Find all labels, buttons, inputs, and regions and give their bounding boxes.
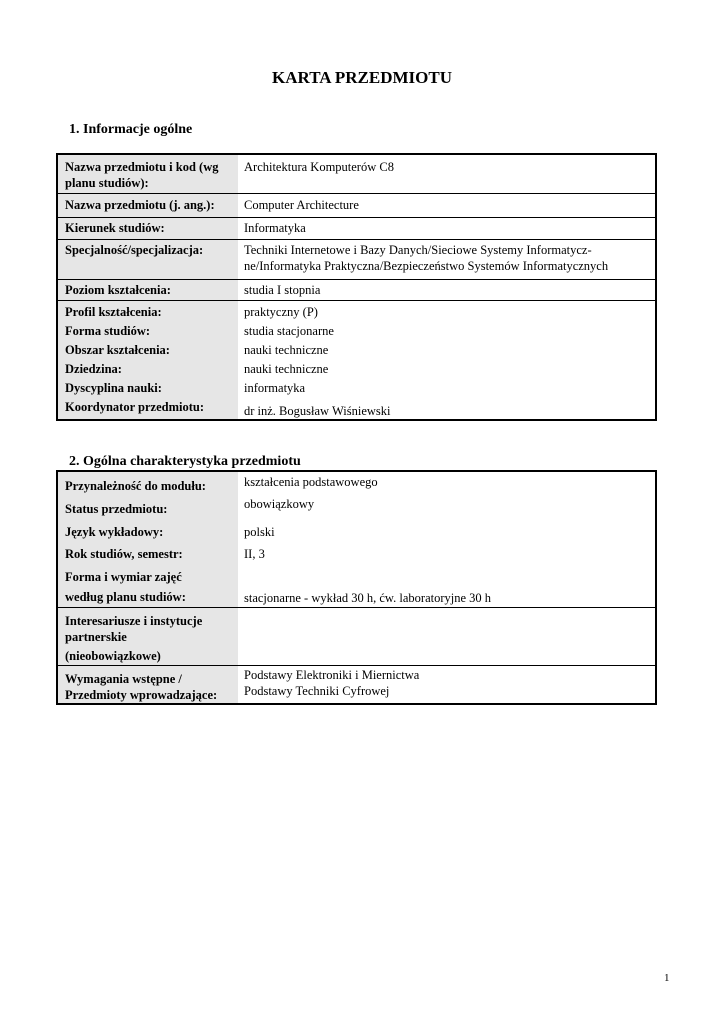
label-course-name-code: Nazwa przedmiotu i kod (wg planu studiów): bbox=[65, 160, 219, 190]
value-prerequisites: Podstawy Elektroniki i Miernictwa Podstawy Techniki Cyfrowej bbox=[244, 668, 420, 698]
label-course-name-en: Nazwa przedmiotu (j. ang.): bbox=[65, 198, 215, 212]
row-divider bbox=[58, 300, 655, 301]
label-discipline: Dyscyplina nauki: bbox=[65, 381, 162, 395]
label-stakeholders: Interesariusze i instytucje partnerskie bbox=[65, 614, 203, 644]
section-2-heading: 2. Ogólna charakterystyka przedmiotu bbox=[69, 454, 301, 469]
label-specialization: Specjalność/specjalizacja: bbox=[65, 243, 204, 257]
label-module: Przynależność do modułu: bbox=[65, 479, 206, 493]
general-info-table bbox=[56, 153, 657, 421]
label-stakeholders-note: (nieobowiązkowe) bbox=[65, 649, 161, 663]
value-level: studia I stopnia bbox=[244, 283, 321, 297]
label-coordinator: Koordynator przedmiotu: bbox=[65, 400, 204, 414]
value-profile: praktyczny (P) bbox=[244, 305, 318, 319]
value-year-semester: II, 3 bbox=[244, 547, 265, 561]
value-language: polski bbox=[244, 525, 275, 539]
value-status: obowiązkowy bbox=[244, 497, 315, 511]
value-discipline: informatyka bbox=[244, 381, 306, 395]
value-field-of-study: Informatyka bbox=[244, 221, 306, 235]
value-course-name-en: Computer Architecture bbox=[244, 198, 359, 212]
label-class-form-line1: Forma i wymiar zajęć bbox=[65, 570, 182, 584]
page-number: 1 bbox=[664, 972, 670, 984]
value-area: nauki techniczne bbox=[244, 343, 329, 357]
label-status: Status przedmiotu: bbox=[65, 502, 168, 516]
value-module: kształcenia podstawowego bbox=[244, 475, 378, 489]
row-divider bbox=[58, 279, 655, 280]
label-study-form: Forma studiów: bbox=[65, 324, 151, 338]
row-divider bbox=[58, 607, 655, 608]
label-class-form-line2: według planu studiów: bbox=[65, 590, 186, 604]
label-area: Obszar kształcenia: bbox=[65, 343, 170, 357]
page-title: KARTA PRZEDMIOTU bbox=[272, 68, 452, 87]
label-profile: Profil kształcenia: bbox=[65, 305, 162, 319]
row-divider bbox=[58, 193, 655, 194]
value-specialization: Techniki Internetowe i Bazy Danych/Sieciowe Systemy Informatycz-ne/Informatyka Praktyczna/Bezpieczeństwo Systemów Informatycznych bbox=[244, 243, 609, 273]
value-class-form: stacjonarne - wykład 30 h, ćw. laboratoryjne 30 h bbox=[244, 591, 492, 605]
label-level: Poziom kształcenia: bbox=[65, 283, 171, 297]
value-study-form: studia stacjonarne bbox=[244, 324, 334, 338]
value-coordinator: dr inż. Bogusław Wiśniewski bbox=[244, 404, 391, 418]
label-prerequisites: Wymagania wstępne / Przedmioty wprowadzające: bbox=[65, 672, 218, 702]
value-course-name-code: Architektura Komputerów C8 bbox=[244, 160, 394, 174]
section-1-heading: 1. Informacje ogólne bbox=[69, 122, 193, 137]
label-field-of-study: Kierunek studiów: bbox=[65, 221, 165, 235]
label-domain: Dziedzina: bbox=[65, 362, 122, 376]
label-language: Język wykładowy: bbox=[65, 525, 164, 539]
value-domain: nauki techniczne bbox=[244, 362, 329, 376]
row-divider bbox=[58, 217, 655, 218]
row-divider bbox=[58, 239, 655, 240]
characteristics-table bbox=[56, 470, 657, 705]
row-divider bbox=[58, 665, 655, 666]
label-year-semester: Rok studiów, semestr: bbox=[65, 547, 183, 561]
